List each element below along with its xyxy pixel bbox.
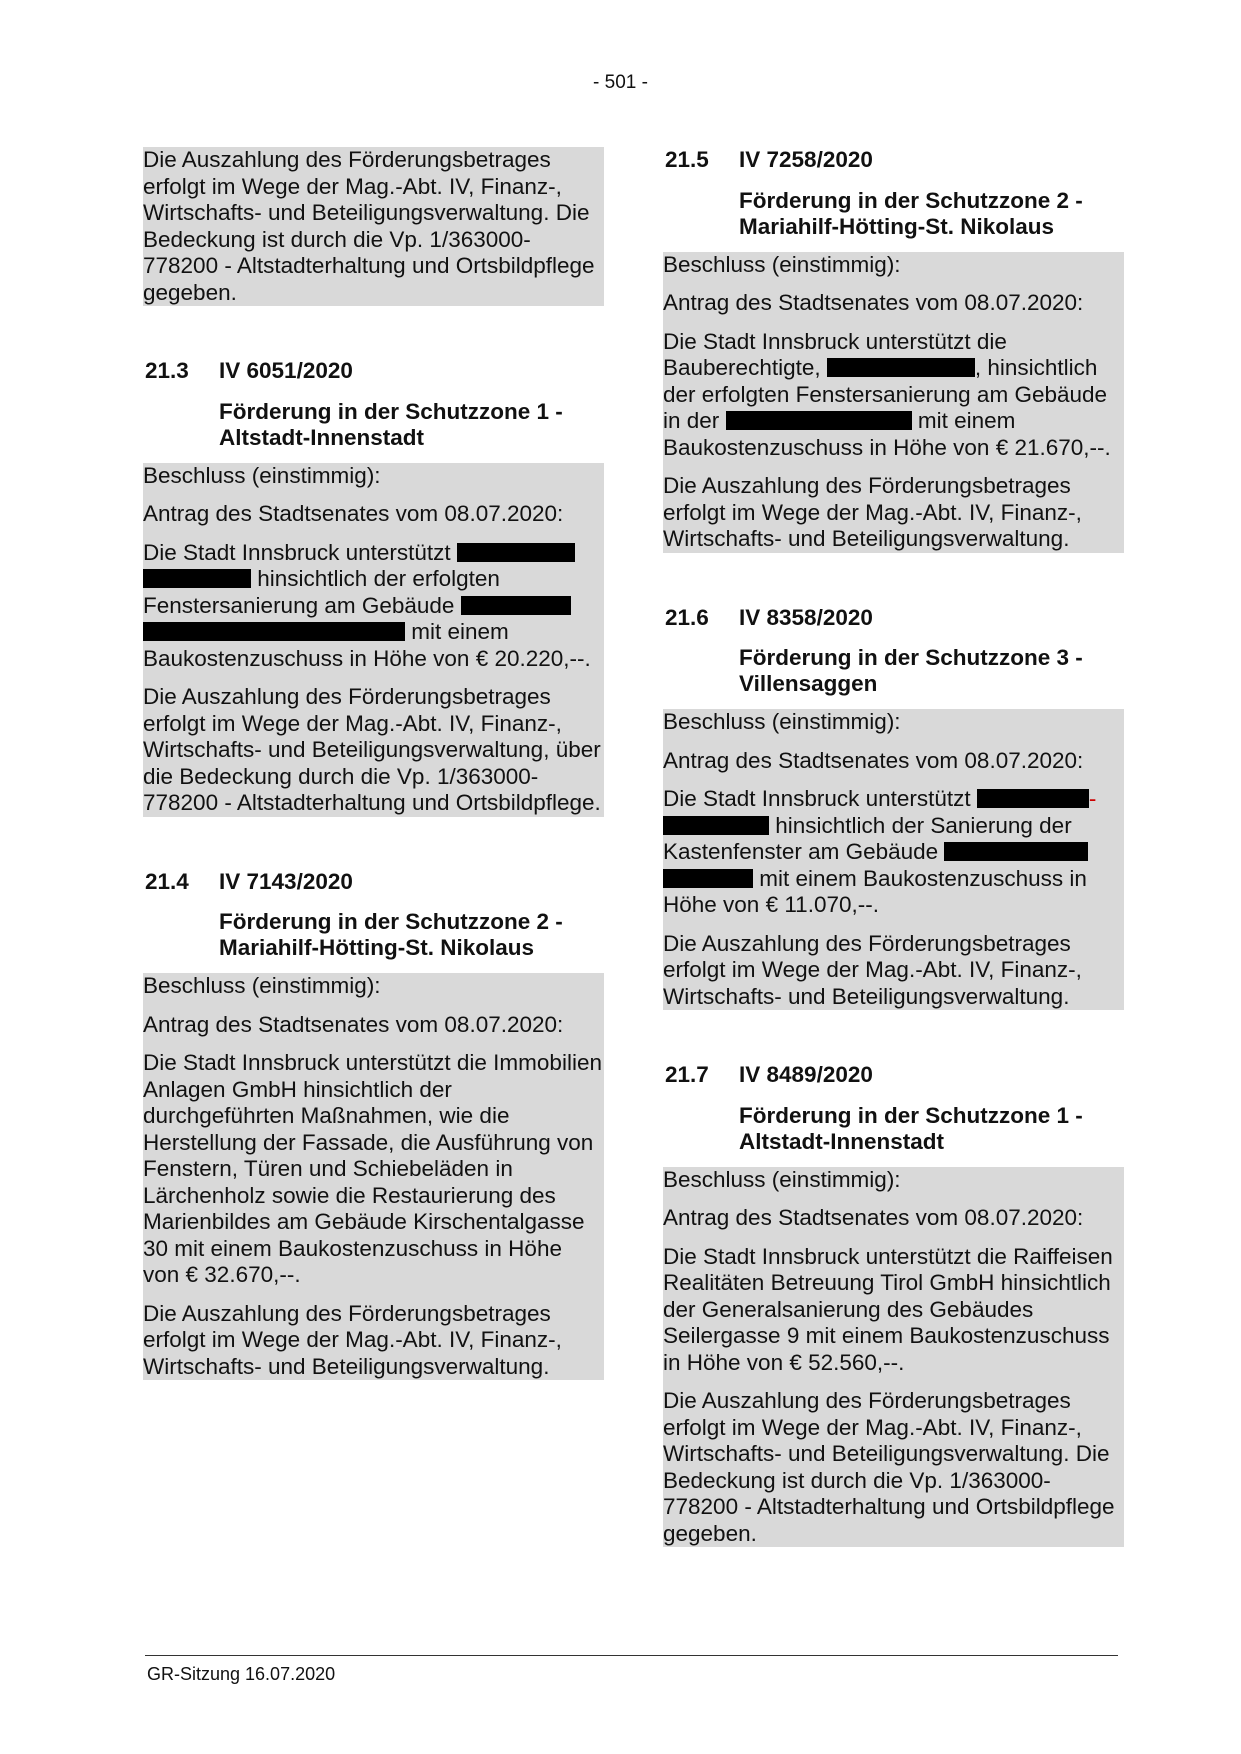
item-heading	[665, 147, 1122, 174]
body-text-b: hinsichtlich der erfolgten Fenstersanierung am Gebäude	[143, 566, 500, 618]
payment-text: Die Auszahlung des Förderungsbetrages erfolgt im Wege der Mag.-Abt. IV, Finanz-, Wirtschafts- und Beteiligungsverwaltung.	[663, 930, 1082, 1009]
item-number: 21.4	[145, 868, 189, 894]
item-21-5	[665, 147, 1122, 553]
redaction-box	[977, 789, 1089, 808]
resolution-block	[143, 463, 604, 817]
payment-text: Die Auszahlung des Förderungsbetrages erfolgt im Wege der Mag.-Abt. IV, Finanz-, Wirtschafts- und Beteiligungsverwaltung, über die Bedeckung durch die Vp. 1/363000-778200 - Altstadterhaltung und Ortsbildpflege.	[143, 684, 601, 815]
redaction-box	[143, 622, 405, 641]
resolution-block	[143, 973, 604, 1380]
redaction-box	[663, 816, 769, 835]
page-number: - 501 -	[593, 72, 648, 93]
body-text-a: Die Stadt Innsbruck unterstützt die Bauberechtigte,	[663, 328, 1007, 380]
item-title: Förderung in der Schutzzone 2 - Mariahilf-Hötting-St. Nikolaus	[219, 909, 563, 960]
redaction-box	[944, 842, 1088, 861]
resolution-block	[663, 709, 1124, 1010]
red-hyphen: -	[1088, 786, 1097, 811]
beschluss-line: Beschluss (einstimmig):	[663, 709, 901, 734]
item-ref: IV 8489/2020	[739, 1062, 873, 1087]
item-title: Förderung in der Schutzzone 3 - Villensaggen	[739, 645, 1083, 696]
body-text-a: Die Stadt Innsbruck unterstützt	[143, 539, 451, 565]
item-ref: IV 8358/2020	[739, 604, 873, 630]
body-text-c: mit einem Baukostenzuschuss in Höhe von € 11.070,--.	[663, 865, 1087, 917]
left-column	[145, 147, 602, 1380]
antrag-line: Antrag des Stadtsenates vom 08.07.2020:	[663, 747, 1084, 773]
item-heading	[665, 1062, 1122, 1089]
footer-divider	[145, 1655, 1118, 1656]
antrag-line: Antrag des Stadtsenates vom 08.07.2020:	[663, 1205, 1084, 1230]
item-21-6	[665, 605, 1122, 1011]
item-number: 21.7	[665, 1062, 709, 1087]
body-text-c: mit einem Baukostenzuschuss in Höhe von € 20.220,--.	[143, 619, 591, 671]
item-ref: IV 7143/2020	[219, 868, 353, 894]
resolution-body	[663, 786, 1124, 919]
redaction-box	[461, 596, 571, 615]
right-column	[665, 147, 1122, 1547]
payment-text: Die Auszahlung des Förderungsbetrages erfolgt im Wege der Mag.-Abt. IV, Finanz-, Wirtschafts- und Beteiligungsverwaltung.	[663, 473, 1082, 551]
body-text-b: hinsichtlich der Sanierung der Kastenfenster am Gebäude	[663, 812, 1072, 864]
redaction-box	[827, 358, 975, 377]
intro-text: Die Auszahlung des Förderungsbetrages erfolgt im Wege der Mag.-Abt. IV, Finanz-, Wirtschafts- und Beteiligungsverwaltung. Die Bedeckung ist durch die Vp. 1/363000-778200 - Altstadterhaltung und Ortsbildpflege gegeben.	[143, 147, 595, 305]
footer-text: GR-Sitzung 16.07.2020	[147, 1664, 336, 1684]
beschluss-line: Beschluss (einstimmig):	[143, 462, 381, 488]
antrag-line: Antrag des Stadtsenates vom 08.07.2020:	[143, 501, 564, 526]
intro-block	[143, 147, 604, 306]
antrag-line: Antrag des Stadtsenates vom 08.07.2020:	[663, 290, 1084, 315]
item-number: 21.3	[145, 358, 189, 383]
resolution-body: Die Stadt Innsbruck unterstützt die Raiffeisen Realitäten Betreuung Tirol GmbH hinsichtlich der Generalsanierung des Gebäudes Seilergasse 9 mit einem Baukostenzuschuss in Höhe von € 52.560,--.	[663, 1243, 1113, 1375]
payment-text: Die Auszahlung des Förderungsbetrages erfolgt im Wege der Mag.-Abt. IV, Finanz-, Wirtschafts- und Beteiligungsverwaltung.	[143, 1300, 562, 1379]
item-21-3	[145, 358, 602, 817]
redaction-box	[143, 569, 251, 588]
beschluss-line: Beschluss (einstimmig):	[663, 251, 901, 277]
beschluss-line: Beschluss (einstimmig):	[143, 973, 381, 998]
resolution-block	[663, 252, 1124, 553]
body-text-a: Die Stadt Innsbruck unterstützt	[663, 786, 971, 811]
body-text-c: mit einem Baukostenzuschuss in Höhe von € 21.670,--.	[663, 408, 1111, 460]
body-text-b: , hinsichtlich der erfolgten Fenstersanierung am Gebäude in der	[663, 355, 1108, 433]
resolution-body	[143, 540, 604, 673]
item-title: Förderung in der Schutzzone 1 - Altstadt-Innenstadt	[739, 1102, 1083, 1154]
redaction-box	[663, 869, 753, 888]
item-21-7	[665, 1062, 1122, 1547]
item-heading	[145, 358, 602, 385]
antrag-line: Antrag des Stadtsenates vom 08.07.2020:	[143, 1011, 564, 1037]
item-ref: IV 6051/2020	[219, 358, 353, 383]
item-heading	[665, 605, 1122, 632]
item-title: Förderung in der Schutzzone 2 - Mariahilf-Hötting-St. Nikolaus	[739, 187, 1083, 239]
item-ref: IV 7258/2020	[739, 147, 873, 172]
resolution-block	[663, 1167, 1124, 1548]
beschluss-line: Beschluss (einstimmig):	[663, 1166, 901, 1192]
resolution-body	[663, 329, 1124, 462]
item-number: 21.5	[665, 147, 709, 172]
payment-text: Die Auszahlung des Förderungsbetrages erfolgt im Wege der Mag.-Abt. IV, Finanz-, Wirtschafts- und Beteiligungsverwaltung. Die Bedeckung ist durch die Vp. 1/363000-778200 - Altstadterhaltung und Ortsbildpflege gegeben.	[663, 1388, 1115, 1546]
item-heading	[145, 869, 602, 896]
resolution-body: Die Stadt Innsbruck unterstützt die Immobilien Anlagen GmbH hinsichtlich der durchgeführten Maßnahmen, wie die Herstellung der Fassade, die Ausführung von Fenstern, Türen und Schiebeläden in Lärchenholz sowie die Restaurierung des Marienbildes am Gebäude Kirschentalgasse 30 mit einem Baukostenzuschuss in Höhe von € 32.670,--.	[143, 1050, 602, 1287]
item-number: 21.6	[665, 604, 709, 630]
redaction-box	[726, 411, 912, 430]
item-title: Förderung in der Schutzzone 1 - Altstadt-Innenstadt	[219, 398, 563, 450]
redaction-box	[457, 543, 575, 562]
item-21-4	[145, 869, 602, 1381]
